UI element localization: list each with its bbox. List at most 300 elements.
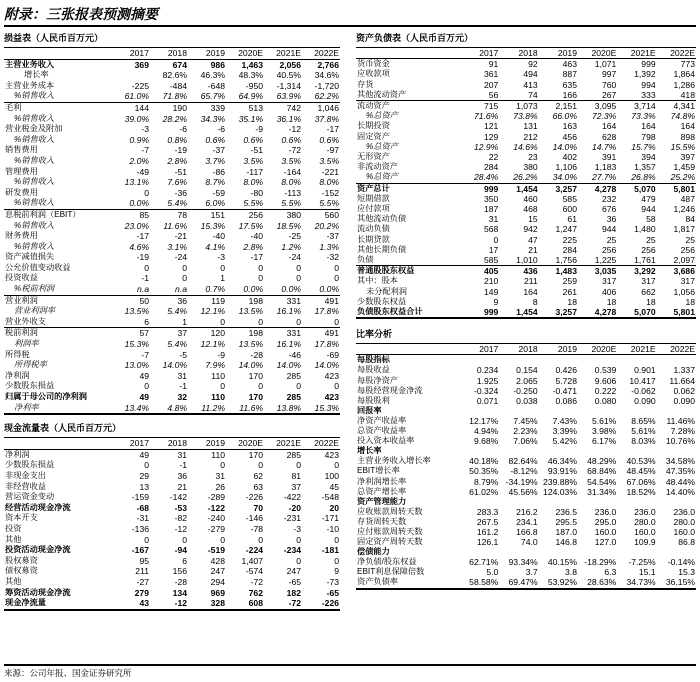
table-row: [4, 167, 340, 178]
row-label: 每股收益: [357, 365, 390, 375]
row-label: 少数股东权益: [357, 296, 407, 306]
cell-value: 71.8%: [162, 91, 187, 102]
cell-value: 0: [334, 273, 339, 284]
table-row: [356, 577, 696, 588]
cell-value: 212: [523, 131, 538, 142]
cell-value: 63: [253, 481, 263, 492]
row-label: 总资产收益率: [357, 426, 407, 436]
cell-value: 236.0: [634, 506, 656, 517]
cell-value: 333: [641, 89, 656, 100]
cell-value: 62.71%: [469, 557, 499, 568]
cell-value: 48.44%: [665, 476, 695, 487]
balance-sheet: [356, 31, 696, 319]
cell-value: 423: [324, 449, 339, 460]
cell-value: 15.3%: [124, 339, 149, 350]
cell-value: 15.3%: [200, 220, 225, 231]
cell-value: -24: [288, 252, 301, 263]
cell-value: 0: [296, 316, 301, 327]
cell-value: -9: [217, 349, 225, 360]
table-row: [4, 381, 340, 392]
cell-value: -164: [283, 166, 301, 177]
cell-value: -484: [169, 80, 187, 91]
cell-value: -20: [288, 502, 301, 513]
row-label: %销售收入: [14, 177, 55, 187]
row-label: 投资收益: [5, 273, 38, 283]
cell-value: -152: [321, 187, 339, 198]
table-header-row: [356, 344, 696, 355]
cell-value: 78: [150, 209, 188, 220]
table-row: [4, 273, 340, 284]
cell-value: 131: [523, 121, 538, 132]
cell-value: 198: [226, 328, 264, 339]
cell-value: -68: [136, 502, 149, 513]
cell-value: 0: [296, 534, 301, 545]
cell-value: 0.8%: [167, 134, 187, 145]
row-label: 偿债能力: [357, 547, 390, 557]
cell-value: [657, 547, 696, 557]
cell-value: 236.0: [673, 506, 695, 517]
cell-value: [539, 446, 578, 456]
cell-value: 37: [291, 481, 301, 492]
table-row: [4, 242, 340, 253]
cell-value: [578, 406, 617, 416]
cell-value: 0: [334, 316, 339, 327]
cell-value: -94: [174, 545, 187, 556]
table-row: [356, 245, 696, 255]
table-row: [4, 252, 340, 263]
cell-value: -72: [264, 598, 302, 610]
cell-value: 68.84%: [587, 466, 617, 477]
cashflow-statement-title: 现金流量表（人民币百万元）: [4, 421, 340, 438]
cell-value: -279: [207, 523, 225, 534]
cell-value: 156: [172, 566, 187, 577]
cell-value: 3.5%: [281, 155, 301, 166]
cell-value: -519: [207, 545, 225, 556]
cell-value: -24: [174, 252, 187, 263]
cell-value: 2.8%: [243, 241, 263, 252]
cell-value: -86: [212, 166, 225, 177]
cell-value: -72: [250, 576, 263, 587]
year-header: 2019: [188, 48, 226, 59]
cell-value: [617, 355, 656, 366]
cell-value: 0: [258, 262, 263, 273]
cell-value: 2.8%: [167, 155, 187, 166]
cell-value: 13.5%: [238, 306, 263, 317]
cell-value: 119: [188, 295, 226, 306]
cell-value: 898: [680, 131, 695, 142]
row-label: 营业外收支: [5, 316, 46, 326]
cell-value: 5.5%: [243, 198, 263, 209]
cell-value: 3.5%: [243, 155, 263, 166]
row-label: 少数股东损益: [5, 460, 55, 470]
cell-value: 14.0%: [162, 360, 187, 371]
cell-value: 216.2: [516, 506, 538, 517]
cell-value: 48.29%: [587, 456, 617, 467]
cell-value: 61: [567, 214, 577, 225]
cell-value: 54.54%: [587, 476, 617, 487]
cell-value: 36.1%: [276, 113, 301, 124]
table-header-row: [356, 48, 696, 59]
row-label: 息税前利润（EBIT）: [4, 209, 112, 220]
cell-value: 585: [483, 255, 499, 266]
cell-value: -51: [250, 145, 263, 156]
cell-value: 969: [210, 587, 225, 598]
cell-value: 13: [139, 481, 149, 492]
cell-value: 17: [488, 244, 499, 255]
cell-value: [657, 406, 696, 416]
table-row: [356, 466, 696, 476]
row-label: 存货: [357, 79, 374, 89]
row-label: 每股净资产: [357, 375, 398, 385]
cell-value: 73.8%: [513, 111, 538, 122]
cell-value: 674: [172, 59, 187, 70]
table-row: [4, 371, 340, 382]
table-row: [356, 355, 696, 366]
cell-value: 18.5%: [276, 220, 301, 231]
cell-value: 1,225: [594, 255, 617, 266]
row-label: 应收款项: [357, 69, 390, 79]
cell-value: 283.3: [476, 506, 499, 517]
cell-value: -0.250: [513, 385, 538, 396]
cell-value: 73.3%: [631, 111, 656, 122]
row-label: 未分配利润: [366, 286, 407, 296]
cell-value: 0.9%: [129, 134, 149, 145]
cell-value: 402: [562, 152, 577, 163]
cell-value: -37: [326, 231, 339, 242]
cell-value: 5.5%: [281, 198, 301, 209]
cell-value: 5.0: [486, 567, 499, 578]
cell-value: 0.0%: [243, 284, 263, 295]
cell-value: 53.92%: [539, 577, 578, 588]
cell-value: 0: [493, 234, 499, 245]
cashflow-statement-table: [4, 438, 340, 611]
cell-value: 8.0%: [281, 177, 301, 188]
cell-value: 0.426: [555, 365, 577, 376]
cell-value: 256: [680, 244, 695, 255]
table-row: [356, 80, 696, 90]
row-label: 利润率: [14, 339, 39, 349]
cell-value: 1,286: [673, 79, 695, 90]
cell-value: -19: [174, 145, 187, 156]
cell-value: 423: [324, 392, 339, 402]
cell-value: 160.0: [594, 526, 617, 537]
row-label: 税前利润: [4, 328, 112, 339]
row-label: 回报率: [357, 405, 382, 415]
cell-value: 5.5%: [319, 198, 339, 209]
cell-value: 124.03%: [543, 486, 577, 497]
row-label: 营业利润率: [14, 306, 55, 316]
cell-value: 568: [483, 224, 499, 235]
cell-value: 1,392: [634, 69, 656, 80]
cell-value: 1,463: [241, 59, 263, 70]
row-label: 资产负债率: [356, 577, 460, 588]
table-row: [4, 188, 340, 199]
year-header: 2018: [150, 438, 188, 449]
cell-value: 15: [528, 214, 538, 225]
cell-value: 394: [641, 152, 656, 163]
row-label: %销售收入: [14, 241, 55, 251]
cell-value: 17.8%: [314, 306, 339, 317]
cell-value: [539, 406, 578, 416]
cell-value: 14.0%: [552, 141, 577, 152]
cell-value: 487: [680, 193, 695, 204]
cell-value: -1: [179, 381, 187, 392]
cell-value: 43: [112, 598, 150, 610]
cell-value: -240: [207, 513, 225, 524]
cell-value: 944: [641, 204, 656, 215]
cell-value: [657, 446, 696, 456]
cell-value: 3.39%: [552, 426, 577, 437]
year-header: 2018: [499, 344, 538, 355]
cell-value: 64.9%: [238, 91, 263, 102]
row-label: %总资产: [366, 111, 398, 121]
cell-value: -3: [217, 252, 225, 263]
cell-value: 121: [483, 121, 499, 132]
cell-value: -28: [174, 576, 187, 587]
cell-value: 15.5%: [670, 141, 695, 152]
cell-value: 49: [139, 449, 149, 460]
row-label: 资产管理能力: [357, 496, 407, 506]
table-row: [356, 132, 696, 142]
year-header: 2018: [499, 48, 538, 59]
cell-value: -6: [217, 124, 225, 135]
cell-value: 1.925: [476, 375, 499, 386]
cell-value: 1,483: [539, 266, 578, 277]
cell-value: 0: [182, 534, 187, 545]
cell-value: 1.337: [673, 365, 695, 376]
cell-value: 0: [258, 460, 263, 471]
cell-value: -36: [174, 187, 187, 198]
cell-value: [460, 406, 499, 416]
cell-value: 0.0%: [281, 284, 301, 295]
cell-value: 279: [134, 587, 149, 598]
table-row: [356, 255, 696, 266]
cell-value: 1,073: [499, 101, 538, 112]
cell-value: 7.9%: [205, 360, 225, 371]
row-label: 非流动资产: [357, 162, 398, 172]
table-row: [4, 263, 340, 274]
cell-value: -72: [288, 145, 301, 156]
cell-value: 7.28%: [670, 426, 695, 437]
cell-value: 436: [499, 266, 538, 277]
table-row: [4, 588, 340, 599]
cell-value: 5.61%: [591, 415, 617, 426]
cell-value: 328: [188, 598, 226, 610]
cell-value: 0: [296, 555, 301, 566]
row-label: 应收账款周转天数: [357, 506, 423, 516]
cell-value: 110: [211, 392, 225, 402]
cell-value: 986: [210, 59, 225, 70]
cell-value: 0: [334, 555, 339, 566]
cell-value: 45.56%: [508, 486, 538, 497]
cell-value: 5.4%: [167, 198, 187, 209]
cell-value: 11.6%: [163, 220, 187, 231]
cell-value: 81: [291, 470, 301, 481]
cell-value: 0.6%: [243, 134, 263, 145]
cell-value: 84: [685, 214, 695, 225]
cell-value: 28.63%: [578, 577, 617, 588]
cell-value: 164: [523, 286, 538, 297]
year-header: 2022E: [657, 48, 696, 59]
income-statement-title: 损益表（人民币百万元）: [4, 31, 340, 48]
cell-value: 14.7%: [591, 141, 617, 152]
row-label: 其中：股本: [357, 276, 398, 286]
cell-value: 15.7%: [631, 141, 656, 152]
cell-value: 3,035: [578, 266, 617, 277]
cell-value: 160.0: [634, 526, 656, 537]
cell-value: 127.0: [594, 537, 617, 548]
cell-value: 391: [601, 152, 617, 163]
cell-value: 0.080: [594, 395, 617, 406]
cell-value: 0.6%: [319, 134, 339, 145]
row-label: %总资产: [366, 172, 398, 182]
cell-value: -37: [212, 145, 225, 156]
cell-value: -226: [302, 598, 340, 610]
cell-value: 234.1: [516, 516, 538, 527]
cell-value: [499, 446, 538, 456]
cell-value: 460: [523, 193, 538, 204]
cell-value: 994: [641, 79, 656, 90]
cell-value: -171: [321, 513, 339, 524]
row-label: 主营业务收入: [5, 59, 55, 69]
table-row: [356, 416, 696, 426]
cell-value: 331: [264, 328, 302, 339]
cell-value: 8.0%: [319, 177, 339, 188]
cell-value: -46: [288, 349, 301, 360]
cell-value: 74.0: [520, 537, 538, 548]
cell-value: -9: [255, 124, 263, 135]
cell-value: 380: [523, 162, 538, 173]
cell-value: n.a: [137, 284, 149, 295]
cell-value: -159: [131, 492, 149, 503]
cell-value: 369: [134, 59, 149, 70]
cell-value: 999: [641, 59, 656, 70]
cell-value: 7.06%: [513, 436, 538, 447]
cell-value: 513: [226, 102, 264, 113]
cell-value: 100: [324, 470, 339, 481]
year-header: 2020E: [578, 344, 617, 355]
row-label: 管理费用: [5, 166, 38, 176]
cell-value: 46.34%: [547, 456, 577, 467]
year-header: 2020E: [578, 48, 617, 59]
cell-value: -80: [250, 187, 263, 198]
cell-value: 2,056: [279, 59, 301, 70]
page-title: 附录：三张报表预测摘要: [4, 3, 696, 27]
cell-value: 4,341: [657, 101, 696, 112]
cell-value: 1.3%: [319, 241, 339, 252]
cell-value: [499, 547, 538, 557]
row-label: 归属于母公司的净利润: [5, 392, 87, 401]
cell-value: 715: [460, 101, 499, 112]
cell-value: 17.8%: [314, 339, 339, 350]
cell-value: 126.1: [476, 537, 499, 548]
cell-value: 0: [220, 460, 225, 471]
cell-value: -548: [321, 492, 339, 503]
cell-value: 280.0: [673, 516, 695, 527]
table-row: [356, 446, 696, 456]
table-row: [4, 360, 340, 371]
cell-value: 9.68%: [473, 436, 499, 447]
row-label: EBIT增长率: [357, 466, 400, 476]
cell-value: -21: [174, 231, 187, 242]
row-label: 投入资本收益率: [357, 436, 415, 446]
row-label: 流动负债: [357, 224, 390, 234]
cell-value: 18: [646, 296, 656, 307]
cell-value: 0.539: [594, 365, 617, 376]
year-header: 2018: [150, 48, 188, 59]
row-label: %总资产: [366, 141, 398, 151]
year-header: 2020E: [226, 48, 264, 59]
row-label: 净负债/股东权益: [357, 557, 417, 567]
cell-value: 1.2%: [281, 241, 301, 252]
row-label: 财务费用: [5, 231, 38, 241]
cell-value: 236.5: [555, 506, 577, 517]
row-label: 固定资产: [357, 131, 390, 141]
cell-value: 144: [112, 102, 150, 113]
row-label: 净利率: [4, 403, 112, 415]
cell-value: 456: [562, 131, 577, 142]
cell-value: 198: [226, 295, 264, 306]
cell-value: 0.062: [673, 385, 695, 396]
cell-value: 4,278: [578, 307, 617, 318]
cell-value: -136: [131, 523, 149, 534]
row-label: 总资产增长率: [357, 486, 407, 496]
cell-value: 284: [483, 162, 499, 173]
cell-value: 423: [324, 370, 339, 381]
cell-value: 58: [646, 214, 656, 225]
row-label: 营业税金及附加: [5, 124, 63, 134]
row-label: 投资: [5, 523, 22, 533]
cell-value: 267.5: [476, 516, 499, 527]
year-header: 2019: [188, 438, 226, 449]
cell-value: 380: [264, 209, 302, 220]
cell-value: 31: [488, 214, 499, 225]
cell-value: 207: [483, 79, 499, 90]
cell-value: 110: [211, 449, 225, 460]
header-blank: [4, 438, 112, 449]
year-header: 2022E: [302, 438, 340, 449]
table-row: [4, 209, 340, 220]
cell-value: 317: [641, 276, 656, 287]
row-label: 资本开支: [5, 513, 38, 523]
cell-value: 798: [641, 131, 656, 142]
table-row: [4, 503, 340, 514]
cell-value: 760: [601, 79, 617, 90]
cell-value: 2,151: [539, 101, 578, 112]
cell-value: 187.0: [555, 526, 577, 537]
table-row: [4, 231, 340, 242]
table-row: [4, 156, 340, 167]
cell-value: 25: [685, 234, 695, 245]
cell-value: 37.8%: [314, 113, 339, 124]
cell-value: 1,046: [302, 102, 340, 113]
cell-value: 74.8%: [670, 111, 695, 122]
cell-value: -40: [250, 231, 263, 242]
cell-value: 5.4%: [167, 339, 187, 350]
table-row: [356, 276, 696, 286]
cell-value: [460, 497, 499, 507]
table-row: [356, 204, 696, 214]
cell-value: 22: [488, 152, 499, 163]
cell-value: -122: [207, 502, 225, 513]
table-row: [356, 162, 696, 172]
cell-value: [578, 497, 617, 507]
cell-value: [617, 406, 656, 416]
cell-value: 36: [177, 470, 187, 481]
cell-value: 20: [329, 502, 339, 513]
table-row: [356, 266, 696, 277]
table-row: [4, 317, 340, 328]
